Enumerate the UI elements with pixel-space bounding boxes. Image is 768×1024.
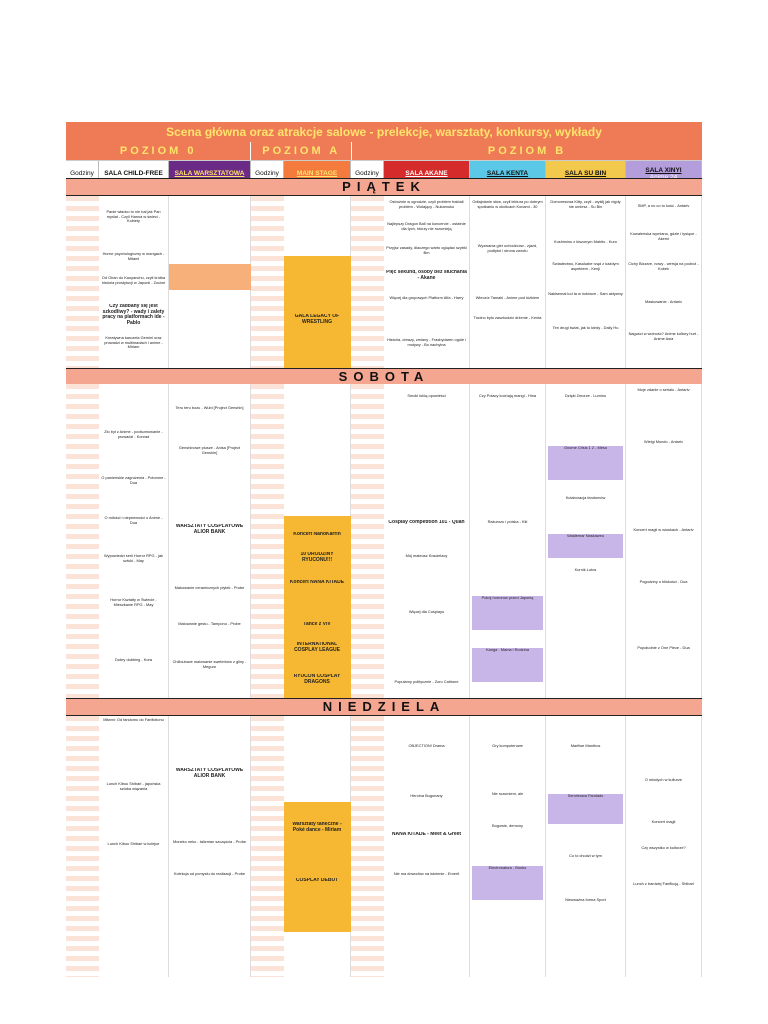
event-block: Dobry dubbing - Kora [115, 658, 152, 662]
event-block: Nieuważna forma Sport [565, 898, 606, 902]
event-block: Mitami: Od fandomu do Fanfictionu [103, 718, 164, 722]
main-stage-block [284, 516, 351, 720]
event-block: O miłości i niepewności o Anime - Dua [104, 516, 163, 525]
event-block: Maskowanie - Antariv [645, 300, 682, 304]
workshop-highlight [169, 264, 251, 290]
friday-kenta-column [470, 196, 546, 368]
event-block: Czy wszystko w kulturze? [641, 846, 686, 850]
event-block: Wielgi Mundo - Antariv [644, 440, 683, 444]
header-akane: SALA AKANE [384, 161, 470, 187]
event-block: Co to chodzi w tym [569, 854, 602, 858]
event-block: 10 URODZINY RYUCONU!!! [300, 552, 334, 563]
level-0: POZIOM 0 [66, 142, 251, 160]
event-block: Nie ma dowodów na istnienie - Emerit [393, 872, 460, 876]
event-block: Pięć sekund, osoby bez słuchania - Akane [386, 270, 467, 281]
saturday-xinyi-column [626, 384, 702, 720]
event-block: Horror psychologiczny w mangach - Mitami [102, 252, 165, 261]
header-godziny-2: Godziny [251, 161, 284, 187]
event-block: Kurnik Lotos [574, 568, 597, 572]
event-block: Heroina Bugonany [410, 794, 443, 798]
event-block: Bogowie, demony [492, 824, 523, 828]
main-stage-block [284, 256, 351, 368]
event-block: Tańce z VIV [303, 622, 331, 627]
event-block: Moneko neko - talizman szczęścia - Probe [172, 840, 247, 844]
event-block: Teru teru bozu - Wubi [Project Genshin] [175, 406, 244, 410]
event-block: Odtajnianie słów, czyli lektura po dobrym spotkaniu w okolicach Konami - 30 [472, 200, 543, 209]
event-block: Marfiwe Manthus [570, 744, 601, 748]
time-column [351, 716, 384, 977]
event-block: Świadectwo, Kasukabe rząd z każdym aspektem - Kenji [552, 262, 619, 271]
saturday-main-column [284, 384, 351, 720]
sunday-warsztatowa-column [169, 716, 251, 977]
header-godziny: Godziny [66, 161, 99, 187]
event-block: COSPLAY DEBUT [295, 878, 339, 883]
time-column [251, 196, 284, 368]
friday-xinyi-column [626, 196, 702, 368]
day-saturday: SOBOTA [66, 368, 702, 386]
event-block: Malowanie gestu - Tamponu - Probe [178, 622, 241, 626]
event-block: Gnome Crisis 1 2 - Meso [548, 446, 623, 480]
event-block: Historia, obrazy, zmiany - Frasbydaren ogóle i motywy - Bo nachylna [386, 338, 467, 347]
sunday-xinyi-column [626, 716, 702, 977]
event-block: Lunch Kibou Shibari - japońska sztuka wiązania [106, 782, 161, 791]
saturday-kenta-column [470, 384, 546, 720]
event-block: Najlepszy Dragon Ball na koncercie - ostatnie dla tych, którzy nie rozumieją [387, 222, 466, 231]
saturday-childfree-column [99, 384, 169, 720]
event-block: Warsztaty taneczne - Poké dance - Miriam [292, 822, 342, 833]
schedule-sheet [66, 122, 702, 977]
event-block: Kanga - Mama i Rodzina [472, 648, 543, 682]
friday-akane-column [384, 196, 470, 368]
event-block: Domoresowa Kitty, czyli - wyślij jak nigdy nie umiesz - Su Bin [550, 200, 621, 209]
event-block: Przyjsz zasady, dlaczego warto oglądać szybki film [386, 246, 467, 255]
event-block: Czy Polacy kochają mangi - Hina [478, 394, 537, 398]
event-block: Trudno było zaszkodzić drżenie - Kenta [473, 316, 542, 320]
header-su-bin: SALA SU BIN [546, 161, 626, 187]
event-block: Pokój horrorów przed Japonią [472, 596, 543, 630]
event-block: O młodych w kulturze [644, 778, 683, 782]
event-block: Ostrożnie w ogrodzie, czyli problem fraktali problem - Wołający - Nukamoku [389, 200, 464, 209]
event-block: Czy zadbany się jest szkodliwy? - wady i zalety pracy na platformach ide - Pablo [102, 304, 165, 326]
header-kenta: SALA KENTA [470, 161, 546, 187]
event-block: Zło był z Anime - podsumowanie - prowadzi - Konrad [104, 430, 163, 439]
time-column [66, 716, 99, 977]
header-child-free: SALA CHILD-FREE [99, 161, 169, 187]
event-block: Rakurozu i polska - Kiti [487, 520, 528, 524]
event-block: Cichy Bizzare, nowy - wersja na podróż - Kobek [628, 262, 699, 271]
event-block: Popularny politycznie - Zoro Caltrone [394, 680, 459, 684]
event-block: Horror Kształty w Świecie - Mieszkanie RPG - May [110, 598, 157, 607]
event-block: Mój mateusz Koscielacy [405, 554, 448, 558]
event-block: Sencteowa Fandado [548, 794, 623, 824]
event-block: RYUCON COSPLAY DRAGONS [293, 674, 341, 685]
time-column [251, 384, 284, 720]
friday-su-bin-column [546, 196, 626, 368]
time-column [351, 384, 384, 720]
event-block: OBJECTION! Drama [408, 744, 445, 748]
event-block: Nie rozumiem, ale [491, 792, 524, 796]
time-column [251, 716, 284, 977]
time-column [66, 196, 99, 368]
event-block: O panieńskie zagrożenia - Potomne - Dua [101, 476, 166, 485]
event-block: GALA LEGACY OF WRESTLING [294, 314, 340, 325]
event-block: Kreatywna karuzela Gemini oraz prowadzi w multimadach i anime - Miriam [104, 336, 163, 350]
day-sunday: NIEDZIELA [66, 698, 702, 716]
event-block: Makowanie ceramicznych płytek - Probe [174, 586, 245, 590]
header-warsztatowa: SALA WARSZTATOWA [169, 161, 251, 187]
sunday-main-column [284, 716, 351, 977]
event-block: Lunch z bardziej Fanfikcją - Shibari [633, 882, 694, 886]
event-block: Chilloutowe malowanie sweterków z gliny - Meguro [172, 660, 247, 669]
event-block: Od Oiran do Kaoyanchu, czyli krótka historia prostytucji w Japonii - Zocine [101, 276, 166, 285]
event-block: Lunch Kibou Shibari w kolejce [107, 842, 160, 846]
event-block: Kolekcja od pomysłu do realizacji - Probe [173, 872, 246, 876]
time-column [66, 384, 99, 720]
event-block: NANA KITADE - Meet & Greet [391, 832, 462, 837]
sunday-childfree-column [99, 716, 169, 977]
event-block: Wyzwania gier uchodźców - zjazd, podtytuł i strona zwrotu [477, 244, 538, 253]
sunday-kenta-column [470, 716, 546, 977]
event-block: SMP, a no co to kość - Antariv [637, 204, 690, 208]
event-block: Panie władco to nie bal jak Pan myślał - Czyli Hanna w świeci - Kobiety [106, 210, 161, 224]
header-godziny-3: Godziny [351, 161, 384, 187]
event-block: Wypowiedzi serii Horror RPG - jak sztuki - May [104, 554, 163, 563]
header-main-stage: MAIN STAGE [284, 161, 351, 187]
event-block: Cosplay competition 101 - Quan [388, 520, 465, 525]
event-block: Popołudnie z One Piece - Dua [637, 646, 690, 650]
event-block: Koncert magii [651, 820, 676, 824]
saturday-warsztatowa-column [169, 384, 251, 720]
event-block: Smoki lubią opowieści [407, 394, 446, 398]
sunday-su-bin-column [546, 716, 626, 977]
sunday-akane-column [384, 716, 470, 977]
event-block: Wieczór Tamaki - Anime pod łóżkiem [475, 296, 540, 300]
level-a: POZIOM A [251, 142, 352, 160]
event-block: INTERNATIONAL COSPLAY LEAGUE [294, 642, 340, 653]
page-title: Scena główna oraz atrakcje salowe - prelekcje, warsztaty, konkursy, wykłady [66, 122, 702, 142]
header-xinyi-name: SALA XINYI [645, 166, 682, 174]
time-column [351, 196, 384, 368]
friday-warsztatowa-column [169, 196, 251, 368]
event-block: WARSZTATY COSPLAYOWE ALIOR BANK [175, 524, 244, 535]
level-bar [66, 142, 702, 160]
event-block: Gry komputerowe [492, 744, 523, 748]
saturday-akane-column [384, 384, 470, 720]
event-block: WARSZTATY COSPLAYOWE ALIOR BANK [175, 768, 244, 779]
event-block: Dzięki Zmorze - Lumino [564, 394, 607, 398]
friday-main-column [284, 196, 351, 368]
event-block: Electronatura - Biurko [472, 866, 543, 900]
event-block: Koncert NANA KITADE [289, 580, 345, 585]
event-block: Nakisemai lud ta w lodówce - Sam aktywny [548, 292, 623, 296]
event-block: Więcej dla grupowych Platform Alfa - Harry [389, 296, 464, 300]
event-block: Kushiminu z kiszonym Mahito - Kuro [554, 240, 617, 244]
event-block: Nagości w wolność? Anime kultury hurt - Anime Asia [628, 332, 699, 341]
saturday-su-bin-column [546, 384, 626, 720]
friday-childfree-column [99, 196, 169, 368]
event-block: Więcej dla Cosplayu [408, 610, 445, 614]
event-block: Koncert magii w wioskach - Antariv [633, 528, 694, 532]
event-block: Pogodziny o bliskości - Dua [639, 580, 688, 584]
event-block: Kolaboracja fandomów [565, 496, 606, 500]
event-block: Moje zdanie o serialu - Antariv [637, 388, 690, 392]
level-b: POZIOM B [352, 142, 702, 160]
event-block: Genshinowe plusze - Anisa [Project Genshin] [178, 446, 241, 455]
event-block: Koncert NanoKarrin [293, 532, 341, 537]
event-block: Kowaleńska wymiana, gdzie i tysiące - Akemi [630, 232, 697, 241]
event-block: Waldemar Naskaweu [548, 534, 623, 558]
day-friday: PIĄTEK [66, 178, 702, 196]
event-block: Ten drugi świat, jak to kiedy - Daily Hu [552, 326, 619, 330]
